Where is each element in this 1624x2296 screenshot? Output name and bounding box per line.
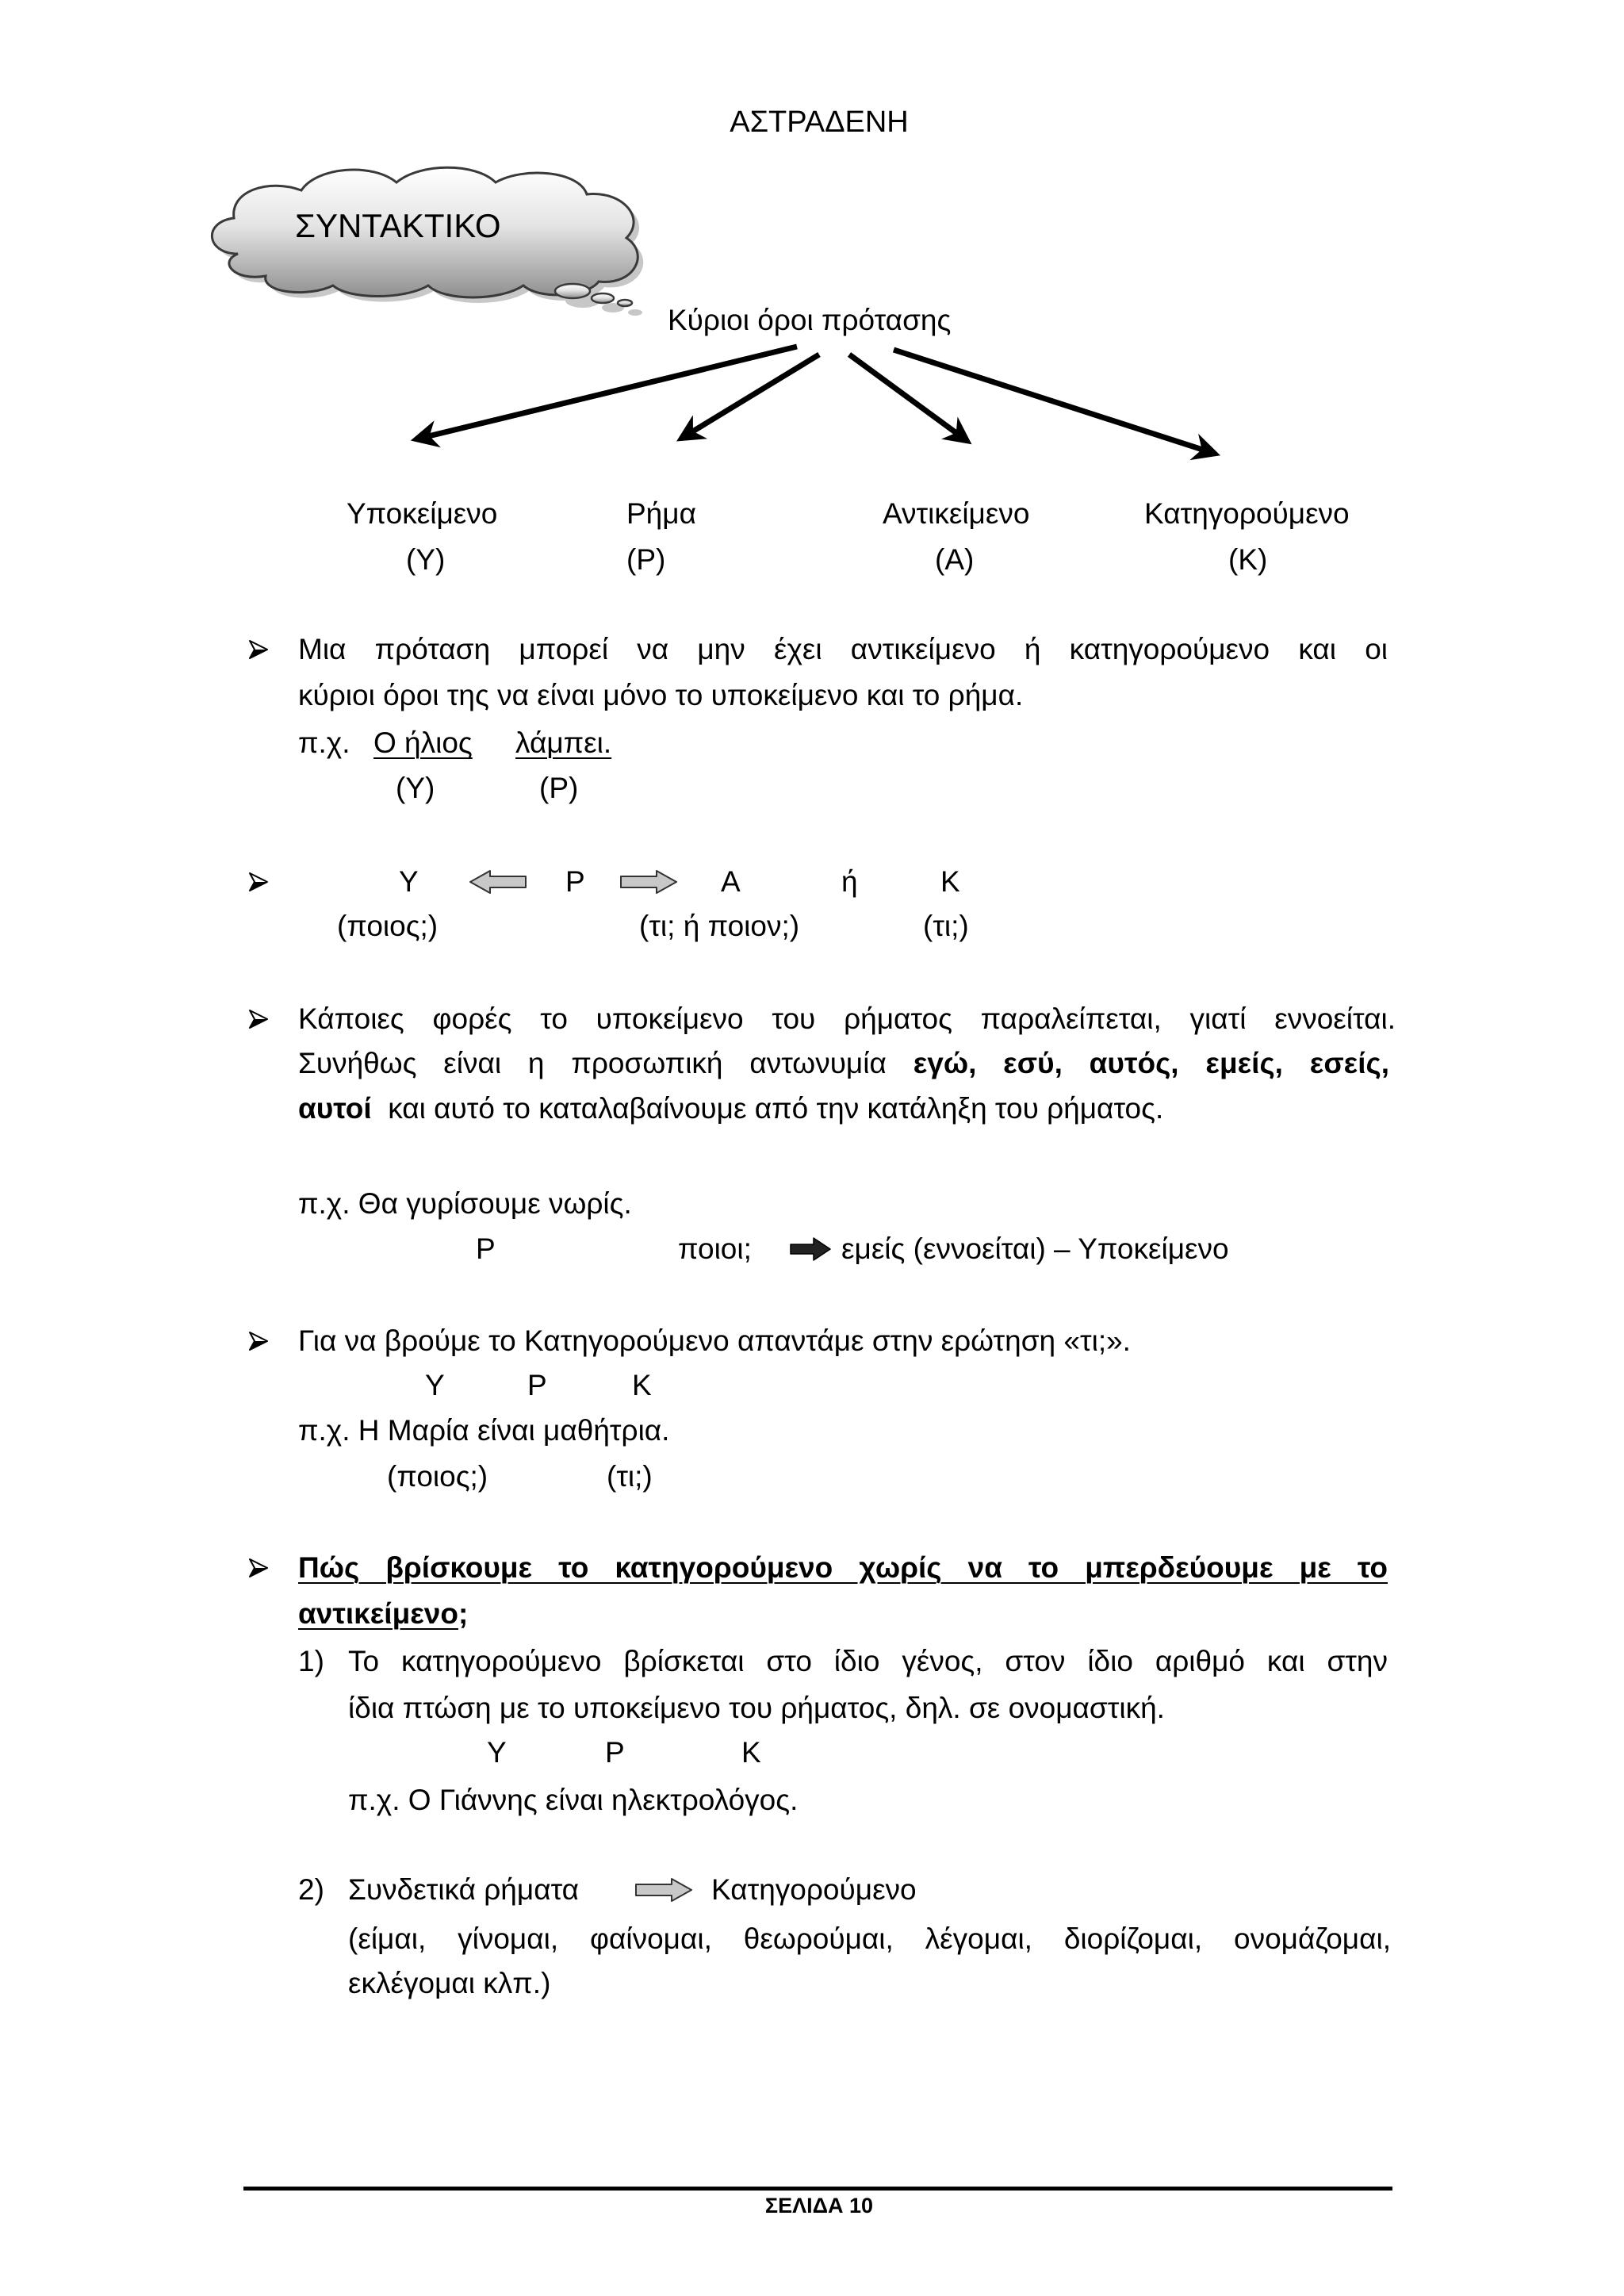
bullet1-verb-tag: (Ρ) bbox=[539, 772, 579, 804]
rule2-number: 2) bbox=[298, 1873, 324, 1906]
bullet2-object: Α bbox=[721, 865, 741, 898]
bullet3-line2 bbox=[298, 1046, 1389, 1081]
rule1-subject: Υ bbox=[487, 1736, 507, 1769]
rule1-verb: Ρ bbox=[605, 1736, 625, 1769]
term-object-abbr: (Α) bbox=[935, 543, 975, 576]
solid-right-arrow-icon bbox=[790, 1237, 831, 1261]
hollow-left-arrow-icon bbox=[469, 870, 527, 894]
bullet-arrow-icon bbox=[248, 1558, 269, 1578]
bullet3-question: ποιοι; bbox=[678, 1232, 752, 1265]
hollow-right-arrow-icon bbox=[620, 870, 677, 894]
bullet3-answer: εμείς (εννοείται) – Υποκείμενο bbox=[841, 1232, 1229, 1265]
bullet5-heading-line1: Πώς βρίσκουμε το κατηγορούμενο χωρίς να το μπερδεύουμε με το bbox=[298, 1551, 1388, 1584]
bullet-arrow-icon bbox=[248, 639, 269, 660]
bullet4-predicate-question: (τι;) bbox=[607, 1460, 653, 1493]
bullet3-pronouns: εγώ, εσύ, αυτός, εμείς, εσείς, bbox=[913, 1047, 1390, 1079]
bullet1-example-label: π.χ. bbox=[298, 726, 350, 759]
bullet2-subject: Υ bbox=[399, 865, 419, 898]
arrow-to-predicate bbox=[894, 350, 1212, 453]
rule1-line2: ίδια πτώση με το υποκείμενο του ρήματος, δηλ. σε ονομαστική. bbox=[348, 1692, 1165, 1724]
bullet2-object-question: (τι; ή ποιον;) bbox=[639, 910, 800, 942]
bullet3-line3 bbox=[298, 1091, 1163, 1126]
footer-divider bbox=[243, 2187, 1392, 2191]
bullet3-pronoun-last: αυτοί bbox=[298, 1092, 372, 1125]
term-subject-abbr: (Υ) bbox=[406, 543, 446, 576]
page-number: ΣΕΛΙΔΑ 10 bbox=[764, 2194, 874, 2217]
bullet2-subject-question: (ποιος;) bbox=[337, 910, 439, 942]
bullet5-heading-word: αντικείμενο bbox=[298, 1597, 458, 1630]
bullet2-predicate: Κ bbox=[940, 865, 960, 898]
bullet1-subject-tag: (Υ) bbox=[396, 772, 435, 804]
term-predicate-abbr: (Κ) bbox=[1228, 543, 1268, 576]
bullet-arrow-icon bbox=[248, 872, 269, 892]
bullet1-line1: Μια πρόταση μπορεί να μην έχει αντικείμενο ή κατηγορούμενο και οι bbox=[298, 633, 1388, 665]
bullet3-line2-text: Συνήθως είναι η προσωπική αντωνυμία bbox=[298, 1047, 887, 1079]
bullet1-example-verb: λάμπει. bbox=[515, 726, 612, 759]
bullet-arrow-icon bbox=[248, 1009, 269, 1029]
rule2-result: Κατηγορούμενο bbox=[711, 1873, 917, 1906]
bullet3-verb-tag: Ρ bbox=[476, 1232, 496, 1265]
bullet3-example: π.χ. Θα γυρίσουμε νωρίς. bbox=[298, 1187, 632, 1220]
bullet5-heading-line2 bbox=[298, 1596, 468, 1631]
bullet-arrow-icon bbox=[248, 1331, 269, 1351]
page-header-title: ΑΣΤΡΑΔΕΝΗ bbox=[730, 105, 909, 139]
rule1-example: π.χ. Ο Γιάννης είναι ηλεκτρολόγος. bbox=[348, 1784, 799, 1816]
bullet4-example: π.χ. Η Μαρία είναι μαθήτρια. bbox=[298, 1414, 670, 1447]
term-subject: Υποκείμενο bbox=[347, 497, 498, 530]
bullet1-line2: κύριοι όροι της να είναι μόνο το υποκείμενο και το ρήμα. bbox=[298, 679, 1024, 711]
rule1-predicate: Κ bbox=[741, 1736, 761, 1769]
term-verb: Ρήμα bbox=[626, 497, 696, 530]
term-predicate: Κατηγορούμενο bbox=[1144, 497, 1350, 530]
bullet4-subject-question: (ποιος;) bbox=[387, 1460, 488, 1493]
section-badge-label: ΣΥΝΤΑΚΤΙΚΟ bbox=[295, 207, 501, 244]
bullet4-text: Για να βρούμε το Κατηγορούμενο απαντάμε στην ερώτηση «τι;». bbox=[298, 1324, 1131, 1357]
rule1-line1: Το κατηγορούμενο βρίσκεται στο ίδιο γένος, στον ίδιο αριθμό και στην bbox=[348, 1645, 1388, 1677]
bullet5-heading-punct: ; bbox=[458, 1597, 469, 1630]
arrow-to-subject bbox=[419, 347, 797, 439]
rule2-line3: εκλέγομαι κλπ.) bbox=[348, 1967, 551, 1999]
term-object: Αντικείμενο bbox=[883, 497, 1030, 530]
bullet2-predicate-question: (τι;) bbox=[923, 910, 969, 942]
bullet4-subject: Υ bbox=[425, 1369, 445, 1401]
bullet3-line3-text: και αυτό το καταλαβαίνουμε από την κατάληξη του ρήματος. bbox=[388, 1092, 1164, 1125]
rule2-line2: (είμαι, γίνομαι, φαίνομαι, θεωρούμαι, λέγομαι, διορίζομαι, ονομάζομαι, bbox=[348, 1922, 1391, 1955]
main-terms-title: Κύριοι όροι πρότασης bbox=[668, 304, 952, 336]
bullet2-verb: Ρ bbox=[565, 865, 585, 898]
term-verb-abbr: (Ρ) bbox=[626, 543, 666, 576]
bullet4-verb: Ρ bbox=[527, 1369, 547, 1401]
rule1-number: 1) bbox=[298, 1645, 324, 1677]
hollow-right-arrow-icon bbox=[635, 1878, 692, 1902]
bullet4-predicate: Κ bbox=[632, 1369, 652, 1401]
rule2-label: Συνδετικά ρήματα bbox=[348, 1873, 580, 1906]
bullet2-or: ή bbox=[841, 865, 858, 898]
bullet3-line1: Κάποιες φορές το υποκείμενο του ρήματος παραλείπεται, γιατί εννοείται. bbox=[298, 1002, 1396, 1035]
branch-arrows bbox=[381, 333, 1253, 476]
bullet1-example-subject: Ο ήλιος bbox=[373, 726, 473, 759]
